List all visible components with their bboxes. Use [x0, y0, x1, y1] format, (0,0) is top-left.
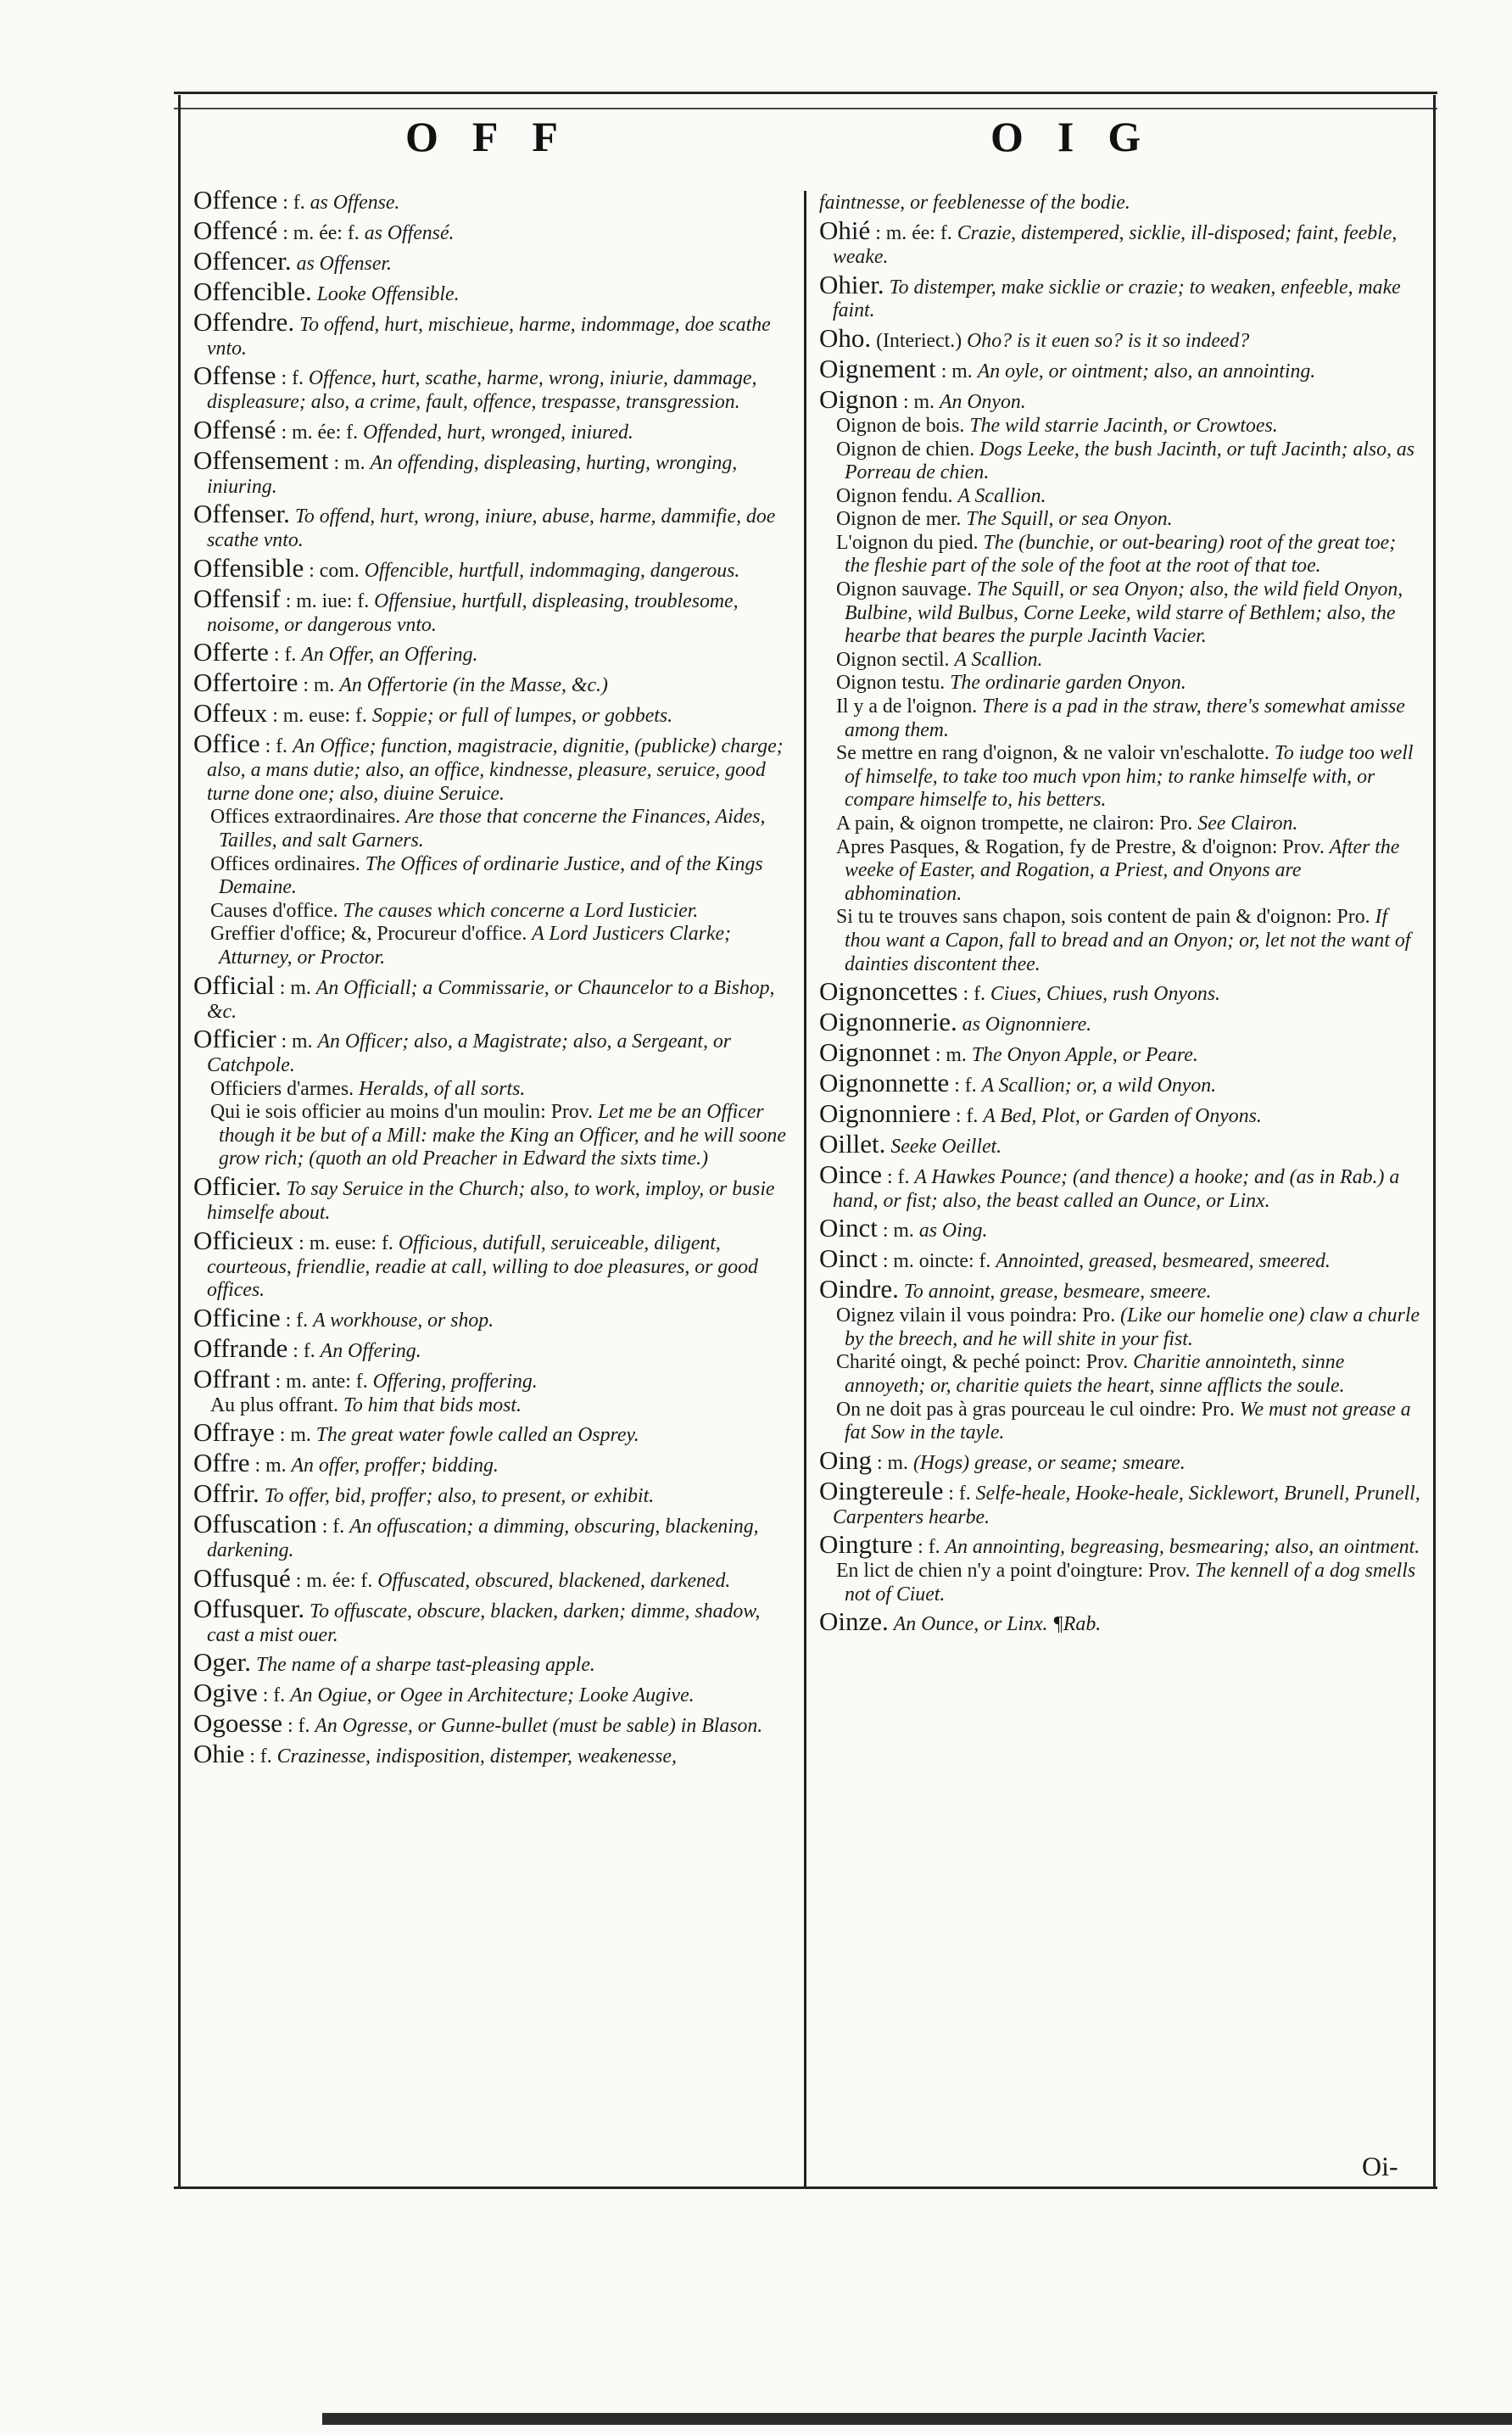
running-head-right: OIG [990, 113, 1175, 160]
dictionary-entry [819, 976, 1423, 1007]
top-rule [174, 92, 1437, 109]
grammar-note: : m. euse: f. [272, 705, 367, 728]
grammar-note: : m. [303, 674, 335, 697]
dictionary-entry [193, 1333, 794, 1364]
headword: Offraye [193, 1417, 275, 1448]
dictionary-entry [193, 415, 794, 445]
definition: A Scallion; or, a wild Onyon. [981, 1075, 1217, 1097]
definition: An offuscation; a dimming, obscuring, blackening, darkening. [207, 1516, 759, 1562]
headword: Oignonniere [819, 1097, 951, 1128]
sub-entry [193, 900, 794, 924]
definition: A Lord Justicers Clarke; Atturney, or Proctor. [219, 923, 731, 969]
dictionary-entry [819, 1529, 1423, 1560]
grammar-note: : f. [273, 644, 297, 667]
definition: To offer, bid, proffer; also, to present, or exhibit. [264, 1485, 655, 1508]
headword: Oignonnette [819, 1068, 950, 1098]
grammar-note: : f. [918, 1536, 940, 1559]
headword: Qui ie sois officier au moins d'un moulin: Prov. [210, 1101, 594, 1124]
definition: We must not grease a fat Sow in the tayle. [845, 1398, 1411, 1444]
definition: There is a pad in the straw, there's somewhat amisse among them. [845, 695, 1405, 741]
grammar-note: : m. [254, 1455, 287, 1477]
definition: Offended, hurt, wronged, iniured. [363, 421, 633, 444]
headword: Oinct [819, 1243, 878, 1274]
dictionary-entry [193, 1226, 794, 1303]
dictionary-entry [819, 354, 1423, 384]
definition: Let me be an Officer though it be but of a Mill: make the King an Officer, and he will soone grow rich; (quoth an old Preacher in Edward the sixts time.) [219, 1101, 786, 1170]
right-column [819, 185, 1423, 2174]
definition: Oho? is it euen so? is it so indeed? [967, 330, 1250, 353]
grammar-note: : m. ée: f. [875, 221, 952, 244]
definition: A Hawkes Pounce; (and thence) a hooke; and (as in Rab.) a hand, or fist; also, the beast called an Ounce, or Linx. [833, 1165, 1400, 1212]
running-head-left: OFF [405, 113, 592, 160]
headword: Il y a de l'oignon. [836, 695, 978, 718]
grammar-note: : m. ée: f. [281, 421, 359, 444]
dictionary-entry [819, 185, 1423, 215]
dictionary-entry [193, 276, 794, 307]
dictionary-entry [819, 1476, 1423, 1530]
grammar-note: : f. [948, 1482, 971, 1505]
dictionary-entry [819, 1098, 1423, 1129]
dictionary-entry [193, 970, 794, 1025]
dictionary-entry [193, 307, 794, 361]
definition: Crazie, distempered, sicklie, ill-disposed; faint, feeble, weake. [833, 221, 1398, 268]
headword: Oignon sauvage. [836, 578, 972, 601]
dictionary-entry [193, 553, 794, 584]
definition: The wild starrie Jacinth, or Crowtoes. [969, 414, 1278, 437]
dictionary-entry [819, 1274, 1423, 1304]
definition: The name of a sharpe tast-pleasing apple. [255, 1654, 595, 1677]
dictionary-entry [819, 270, 1423, 324]
right-border-rule [1433, 95, 1436, 2188]
definition: An oyle, or ointment; also, an annointing. [977, 360, 1316, 383]
headword: Ohier. [819, 269, 884, 299]
headword: Ohie [193, 1738, 245, 1768]
headword: Si tu te trouves sans chapon, sois content de pain & d'oignon: Pro. [836, 906, 1370, 929]
headword: Offensif [193, 583, 281, 613]
dictionary-entry [193, 1678, 794, 1708]
dictionary-entry [193, 1024, 794, 1078]
grammar-note: : m. euse: f. [298, 1231, 393, 1254]
grammar-note: : m. [882, 1220, 914, 1243]
definition: An Offer, an Offering. [301, 644, 478, 667]
definition: The great water fowle called an Osprey. [315, 1424, 639, 1447]
sub-entry [193, 923, 794, 969]
definition: An Officer; also, a Magistrate; also, a Sergeant, or Catchpole. [207, 1030, 732, 1077]
grammar-note: : f. [954, 1075, 977, 1097]
definition: A Scallion. [954, 648, 1043, 671]
dictionary-entry [193, 667, 794, 698]
definition: The (bunchie, or out-bearing) root of the great toe; the fleshie part of the sole of the foot at the root of that toe. [845, 531, 1397, 578]
sub-entry [819, 415, 1423, 438]
definition: Seeke Oeillet. [890, 1135, 1002, 1158]
definition: as Oing. [918, 1220, 988, 1243]
definition: If thou want a Capon, fall to bread and an Onyon; or, let not the want of dainties discontent thee. [845, 906, 1411, 975]
grammar-note: : f. [281, 367, 304, 390]
dictionary-entry [193, 246, 794, 276]
dictionary-entry [819, 215, 1423, 270]
headword: Oignon de mer. [836, 508, 962, 531]
dictionary-entry [819, 1068, 1423, 1098]
sub-entry [819, 695, 1423, 742]
headword: Greffier d'office; &, Procureur d'office. [210, 923, 527, 946]
definition: The Squill, or sea Onyon. [966, 508, 1173, 531]
definition: Dogs Leeke, the bush Jacinth, or tuft Jacinth; also, as Porreau de chien. [845, 438, 1415, 484]
definition: The causes which concerne a Lord Iusticier. [343, 899, 699, 922]
dictionary-entry [193, 698, 794, 729]
definition: An Ounce, or Linx. ¶Rab. [893, 1613, 1102, 1636]
sub-entry [819, 438, 1423, 485]
grammar-note: : f. [282, 192, 305, 214]
definition: Offering, proffering. [372, 1370, 538, 1393]
sub-entry [819, 508, 1423, 532]
headword: Oignon fendu. [836, 484, 953, 507]
definition: To annoint, grease, besmeare, smeere. [903, 1281, 1212, 1304]
definition: To iudge too well of himselfe, to take too much vpon him; to ranke himselfe with, or compare himselfe to, his betters. [845, 742, 1414, 812]
definition: To offend, hurt, wrong, iniure, abuse, harme, dammifie, doe scathe vnto. [207, 505, 776, 552]
grammar-note: : com. [309, 559, 360, 582]
grammar-note: : m. ante: f. [275, 1370, 368, 1393]
grammar-note: : f. [321, 1516, 345, 1539]
dictionary-entry [193, 499, 794, 553]
headword: Oignement [819, 354, 936, 383]
definition: To say Seruice in the Church; also, to work, imploy, or busie himselfe about. [207, 1178, 775, 1225]
headword: Offencer. [193, 245, 292, 276]
dictionary-entry [193, 1303, 794, 1333]
definition: as Offenser. [296, 252, 392, 275]
headword: Apres Pasques, & Rogation, fy de Prestre, & d'oignon: Prov. [836, 835, 1325, 858]
headword: Oignoncettes [819, 976, 958, 1007]
headword: Offenser. [193, 499, 290, 529]
grammar-note: : m. [333, 451, 365, 474]
headword: Oger. [193, 1647, 252, 1678]
headword: Offensé [193, 414, 276, 444]
headword: Oinze. [819, 1606, 889, 1637]
definition: Heralds, of all sorts. [359, 1077, 526, 1100]
headword: Offense [193, 360, 276, 391]
definition: The kennell of a dog smells not of Ciuet. [845, 1560, 1416, 1606]
headword: Oing [819, 1444, 872, 1475]
sub-entry [193, 1101, 794, 1171]
grammar-note: : f. [262, 1684, 286, 1707]
headword: Officine [193, 1302, 281, 1332]
definition: An Offertorie (in the Masse, &c.) [339, 674, 608, 697]
grammar-note: : f. [265, 735, 287, 758]
dictionary-entry [193, 185, 794, 215]
headword: Oignonnerie. [819, 1007, 957, 1037]
definition: as Oignonniere. [962, 1014, 1092, 1036]
headword: Au plus offrant. [210, 1393, 338, 1416]
definition: See Clairon. [1197, 813, 1298, 835]
headword: Offre [193, 1448, 250, 1478]
sub-entry [819, 1560, 1423, 1606]
grammar-note: (Interiect.) [876, 330, 962, 353]
headword: Oignon de bois. [836, 414, 965, 437]
dictionary-entry [819, 384, 1423, 415]
headword: Offencible. [193, 276, 312, 306]
definition: Ciues, Chiues, rush Onyons. [990, 983, 1220, 1006]
definition: A Scallion. [957, 484, 1046, 507]
headword: Official [193, 969, 275, 1000]
definition: Are those that concerne the Finances, Aides, Tailles, and salt Garners. [219, 806, 766, 852]
headword: Office [193, 729, 260, 759]
headword: Offencé [193, 215, 278, 245]
dictionary-entry [193, 1364, 794, 1394]
headword: Ohié [819, 215, 871, 245]
dictionary-entry [819, 1129, 1423, 1159]
sub-entry [819, 649, 1423, 673]
definition: An annointing, begreasing, besmearing; also, an ointment. [945, 1536, 1420, 1559]
headword: Oingtereule [819, 1475, 944, 1505]
definition: (Hogs) grease, or seame; smeare. [912, 1451, 1186, 1474]
dictionary-entry [819, 323, 1423, 354]
definition: To offend, hurt, mischieue, harme, indommage, doe scathe vnto. [207, 313, 771, 360]
headword: Oignon [819, 383, 898, 414]
headword: Officier [193, 1024, 276, 1054]
headword: Offrir. [193, 1478, 259, 1509]
grammar-note: : m. iue: f. [285, 589, 370, 612]
headword: Oince [819, 1159, 883, 1189]
headword: Offices extraordinaires. [210, 806, 401, 829]
definition: Offencible, hurtfull, indommaging, dangerous. [364, 559, 740, 582]
dictionary-entry [819, 1007, 1423, 1037]
headword: Offusqué [193, 1562, 291, 1593]
headword: Offeux [193, 698, 268, 729]
grammar-note: : f. [293, 1339, 315, 1362]
headword: Oignon sectil. [836, 648, 950, 671]
sub-entry [819, 1399, 1423, 1445]
definition: An Ogiue, or Ogee in Architecture; Looke Augive. [290, 1684, 695, 1707]
grammar-note: : f. [285, 1309, 309, 1332]
dictionary-entry [193, 1171, 794, 1226]
headword: Offusquer. [193, 1593, 305, 1623]
sub-entry [193, 1394, 794, 1418]
sub-entry [193, 853, 794, 900]
definition: as Offensé. [364, 221, 455, 244]
dictionary-entry [819, 1213, 1423, 1243]
grammar-note: : m. ée: f. [295, 1569, 373, 1592]
scan-edge-bar [322, 2413, 1512, 2425]
grammar-note: : m. [279, 1424, 311, 1447]
headword: Oinct [819, 1213, 878, 1243]
grammar-note: : f. [962, 983, 985, 1006]
headword: Se mettre en rang d'oignon, & ne valoir vn'eschalotte. [836, 742, 1269, 765]
definition: Charitie annointeth, sinne annoyeth; or, charitie quiets the heart, sinne afflicts the soule. [845, 1351, 1345, 1398]
grammar-note: : f. [955, 1104, 979, 1127]
catchword: Oi- [1362, 2151, 1398, 2181]
grammar-note: : f. [886, 1165, 910, 1188]
headword: Offrant [193, 1363, 271, 1393]
headword: Offensible [193, 552, 304, 583]
dictionary-entry [193, 1448, 794, 1478]
headword: Oignon testu. [836, 672, 946, 695]
dictionary-entry [193, 1594, 794, 1648]
headword: Officieux [193, 1225, 294, 1255]
dictionary-entry [193, 1417, 794, 1448]
definition: An Officiall; a Commissarie, or Chauncelor to a Bishop, &c. [207, 976, 775, 1023]
sub-entry [819, 578, 1423, 649]
definition: Offuscated, obscured, blackened, darkened. [377, 1569, 731, 1592]
definition: The Offices of ordinarie Justice, and of the Kings Demaine. [219, 852, 763, 899]
definition: To offuscate, obscure, blacken, darken; dimme, shadow, cast a mist ouer. [207, 1600, 761, 1646]
left-column [193, 185, 794, 2174]
sub-entry [819, 485, 1423, 509]
grammar-note: : m. [940, 360, 973, 383]
headword: Oindre. [819, 1274, 899, 1304]
sub-entry [819, 906, 1423, 976]
dictionary-entry [819, 1037, 1423, 1068]
definition: The ordinarie garden Onyon. [950, 672, 1186, 695]
headword: Charité oingt, & peché poinct: Prov. [836, 1351, 1129, 1374]
definition: Selfe-heale, Hooke-heale, Sicklewort, Brunell, Prunell, Carpenters hearbe. [833, 1482, 1420, 1528]
definition: An Onyon. [939, 390, 1026, 413]
dictionary-entry [193, 1739, 794, 1769]
definition: To him that bids most. [343, 1393, 522, 1416]
headword: A pain, & oignon trompette, ne clairon: Pro. [836, 813, 1193, 835]
headword: Offertoire [193, 667, 298, 698]
definition: An Office; function, magistracie, dignitie, (publicke) charge; also, a mans dutie; also, an office, kindnesse, pleasure, seruice, good turne done one; also, diuine Seruice. [207, 735, 784, 805]
definition: To distemper, make sicklie or crazie; to weaken, enfeeble, make faint. [833, 276, 1401, 322]
dictionary-entry [193, 1647, 794, 1678]
definition: faintnesse, or feeblenesse of the bodie. [819, 192, 1130, 214]
grammar-note: : f. [249, 1745, 272, 1768]
headword: L'oignon du pied. [836, 531, 979, 554]
definition: Annointed, greased, besmeared, smeered. [996, 1250, 1331, 1273]
definition: Crazinesse, indisposition, distemper, weakenesse, [276, 1745, 677, 1768]
grammar-note: : m. [935, 1044, 967, 1067]
dictionary-entry [193, 1708, 794, 1739]
dictionary-entry [193, 1509, 794, 1563]
headword: Offensement [193, 444, 329, 475]
column-divider [804, 191, 806, 2186]
headword: Oho. [819, 323, 872, 354]
headword: Ogive [193, 1678, 258, 1708]
definition: An offer, proffer; bidding. [291, 1455, 499, 1477]
headword: Offices ordinaires. [210, 852, 360, 875]
headword: Causes d'office. [210, 899, 338, 922]
dictionary-entry [193, 360, 794, 415]
grammar-note: : m. [281, 1030, 313, 1053]
left-border-rule [178, 95, 181, 2188]
dictionary-entry [193, 729, 794, 806]
definition: Offensiue, hurtfull, displeasing, troublesome, noisome, or dangerous vnto. [207, 589, 739, 636]
headword: Oignon de chien. [836, 438, 975, 461]
grammar-note: : m. [902, 390, 935, 413]
headword: Offendre. [193, 306, 295, 337]
definition: A Bed, Plot, or Garden of Onyons. [983, 1104, 1262, 1127]
definition: as Offense. [310, 192, 400, 214]
headword: Oingture [819, 1529, 913, 1560]
sub-entry [819, 1351, 1423, 1398]
headword: Offence [193, 185, 278, 215]
headword: Offrande [193, 1332, 288, 1363]
definition: Offence, hurt, scathe, harme, wrong, iniurie, dammage, displeasure; also, a crime, fault, offence, trespasse, transgression. [207, 367, 757, 414]
dictionary-entry [819, 1243, 1423, 1274]
dictionary-entry [819, 1159, 1423, 1214]
sub-entry [819, 742, 1423, 813]
definition: The Onyon Apple, or Peare. [971, 1044, 1198, 1067]
sub-entry [819, 813, 1423, 836]
grammar-note: : m. ée: f. [282, 221, 360, 244]
grammar-note: : m. [279, 976, 311, 999]
definition: Officious, dutifull, seruiceable, diligent, courteous, friendlie, readie at call, willing to doe pleasures, or good offices. [207, 1231, 758, 1302]
definition: (Like our homelie one) claw a churle by the breech, and he will shite in your fist. [845, 1304, 1420, 1350]
definition: The Squill, or sea Onyon; also, the wild field Onyon, Bulbine, wild Bulbus, Corne Leeke, wild starre of Bethlem; also, the hearbe that beares the purple Jacinth Vacier. [845, 578, 1403, 648]
headword: Offerte [193, 637, 269, 667]
headword: Oignez vilain il vous poindra: Pro. [836, 1304, 1116, 1327]
definition: A workhouse, or shop. [313, 1309, 494, 1332]
definition: After the weeke of Easter, and Rogation, a Priest, and Onyons are abhomination. [845, 835, 1400, 905]
sub-entry [819, 532, 1423, 578]
grammar-note: : m. [876, 1451, 908, 1474]
sub-entry [819, 836, 1423, 907]
dictionary-entry [193, 1563, 794, 1594]
headword: Officier. [193, 1171, 282, 1202]
sub-entry [193, 806, 794, 852]
headword: Oignonnet [819, 1037, 930, 1068]
dictionary-entry [819, 1606, 1423, 1637]
grammar-note: : m. oincte: f. [882, 1250, 991, 1273]
headword: On ne doit pas à gras pourceau le cul oindre: Pro. [836, 1398, 1235, 1421]
dictionary-entry [193, 637, 794, 667]
sub-entry [819, 672, 1423, 695]
grammar-note: : f. [287, 1715, 310, 1738]
dictionary-entry [193, 584, 794, 638]
headword: Offuscation [193, 1509, 317, 1539]
headword: En lict de chien n'y a point d'oingture: Prov. [836, 1560, 1191, 1583]
headword: Officiers d'armes. [210, 1077, 354, 1100]
definition: An Offering. [320, 1339, 421, 1362]
sub-entry [819, 1304, 1423, 1351]
definition: An Ogresse, or Gunne-bullet (must be sable) in Blason. [315, 1715, 763, 1738]
definition: Soppie; or full of lumpes, or gobbets. [371, 705, 673, 728]
dictionary-entry [193, 1478, 794, 1509]
headword: Oillet. [819, 1128, 886, 1159]
bottom-rule [174, 2186, 1437, 2189]
dictionary-entry [819, 1445, 1423, 1476]
dictionary-entry [193, 215, 794, 246]
dictionary-entry [193, 445, 794, 500]
headword: Ogoesse [193, 1708, 283, 1739]
definition: An offending, displeasing, hurting, wronging, iniuring. [207, 451, 738, 498]
definition: Looke Offensible. [316, 282, 460, 305]
sub-entry [193, 1078, 794, 1102]
